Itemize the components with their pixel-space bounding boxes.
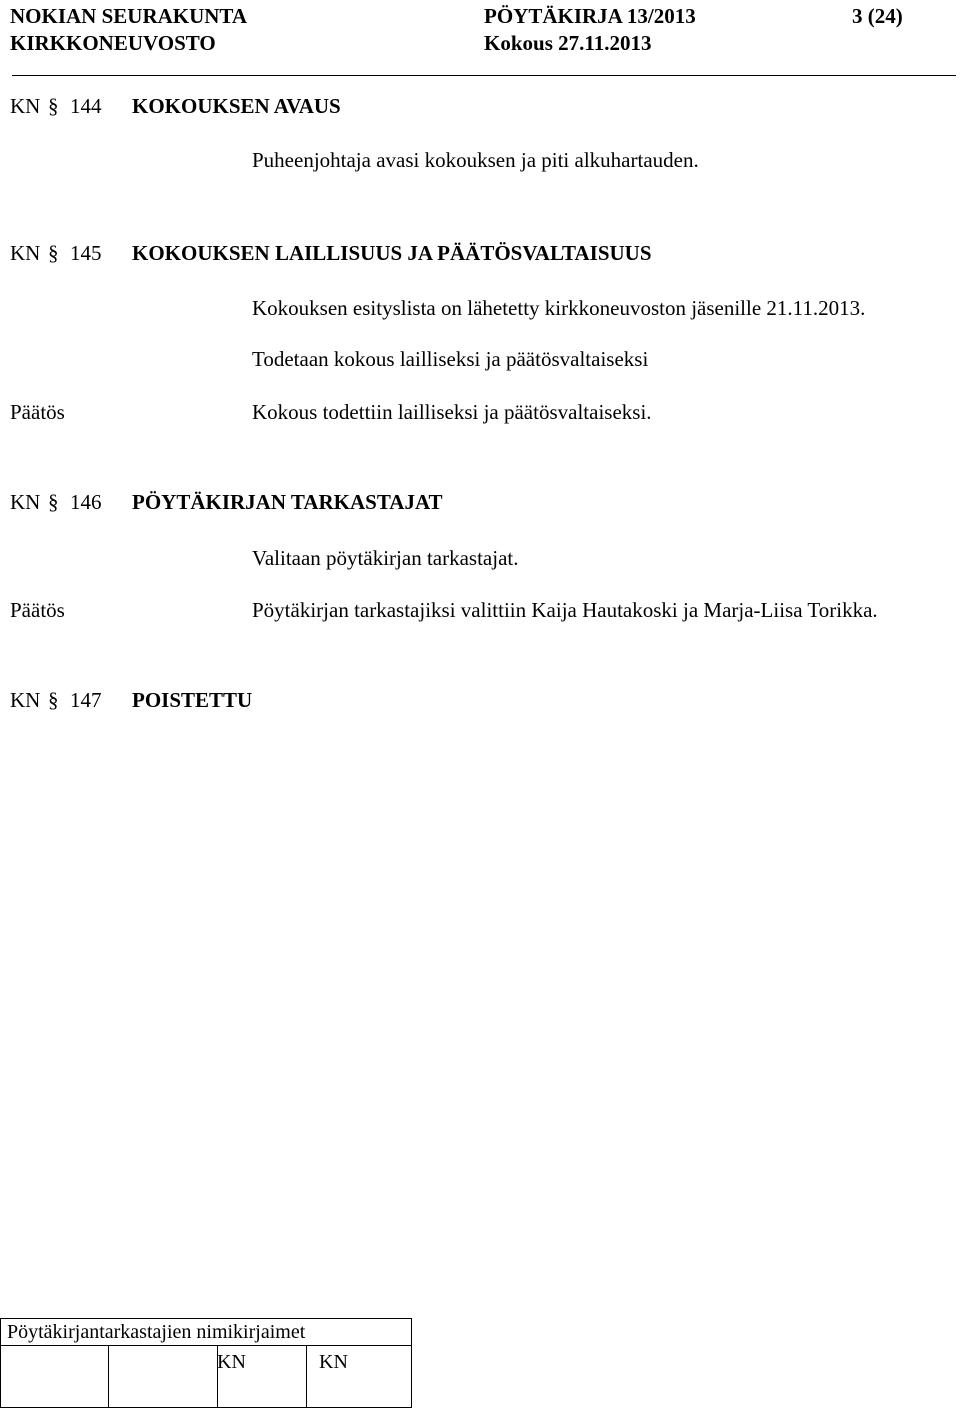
section-prefix: KN [10, 490, 41, 514]
header-rule [12, 75, 956, 76]
section-text: Puheenjohtaja avasi kokouksen ja piti alkuhartauden. [252, 148, 699, 172]
section-symbol: § [48, 241, 59, 265]
section-title: POISTETTU [132, 688, 253, 712]
decision-label: Päätös [10, 400, 65, 424]
header-page-number: 3 (24) [852, 4, 903, 28]
header-body: KIRKKONEUVOSTO [10, 31, 216, 55]
signature-initials: KN [319, 1351, 348, 1373]
section-prefix: KN [10, 241, 41, 265]
section-text: Kokouksen esityslista on lähetetty kirkkoneuvoston jäsenille 21.11.2013. [252, 296, 866, 320]
section-prefix: KN [10, 688, 41, 712]
section-title: KOKOUKSEN LAILLISUUS JA PÄÄTÖSVALTAISUUS [132, 241, 652, 265]
section-number: 144 [70, 94, 102, 118]
section-text: Valitaan pöytäkirjan tarkastajat. [252, 546, 519, 570]
header-meeting-date: Kokous 27.11.2013 [484, 31, 652, 55]
section-number: 146 [70, 490, 102, 514]
section-title: PÖYTÄKIRJAN TARKASTAJAT [132, 490, 443, 514]
header-org: NOKIAN SEURAKUNTA [10, 4, 248, 28]
section-text: Todetaan kokous lailliseksi ja päätösvaltaiseksi [252, 347, 649, 371]
decision-text: Kokous todettiin lailliseksi ja päätösvaltaiseksi. [252, 400, 652, 424]
signature-box-title: Pöytäkirjantarkastajien nimikirjaimet [7, 1321, 306, 1343]
header-doc-number: PÖYTÄKIRJA 13/2013 [484, 4, 696, 28]
section-symbol: § [48, 688, 59, 712]
section-symbol: § [48, 490, 59, 514]
decision-text: Pöytäkirjan tarkastajiksi valittiin Kaija Hautakoski ja Marja-Liisa Torikka. [252, 598, 878, 622]
signature-column-divider [108, 1346, 109, 1407]
section-title: KOKOUKSEN AVAUS [132, 94, 341, 118]
signature-initials: KN [217, 1351, 246, 1373]
signature-column-divider [306, 1346, 307, 1407]
section-prefix: KN [10, 94, 41, 118]
signature-box [0, 1318, 412, 1408]
section-symbol: § [48, 94, 59, 118]
section-number: 147 [70, 688, 102, 712]
decision-label: Päätös [10, 598, 65, 622]
section-number: 145 [70, 241, 102, 265]
signature-box-header [1, 1319, 411, 1346]
